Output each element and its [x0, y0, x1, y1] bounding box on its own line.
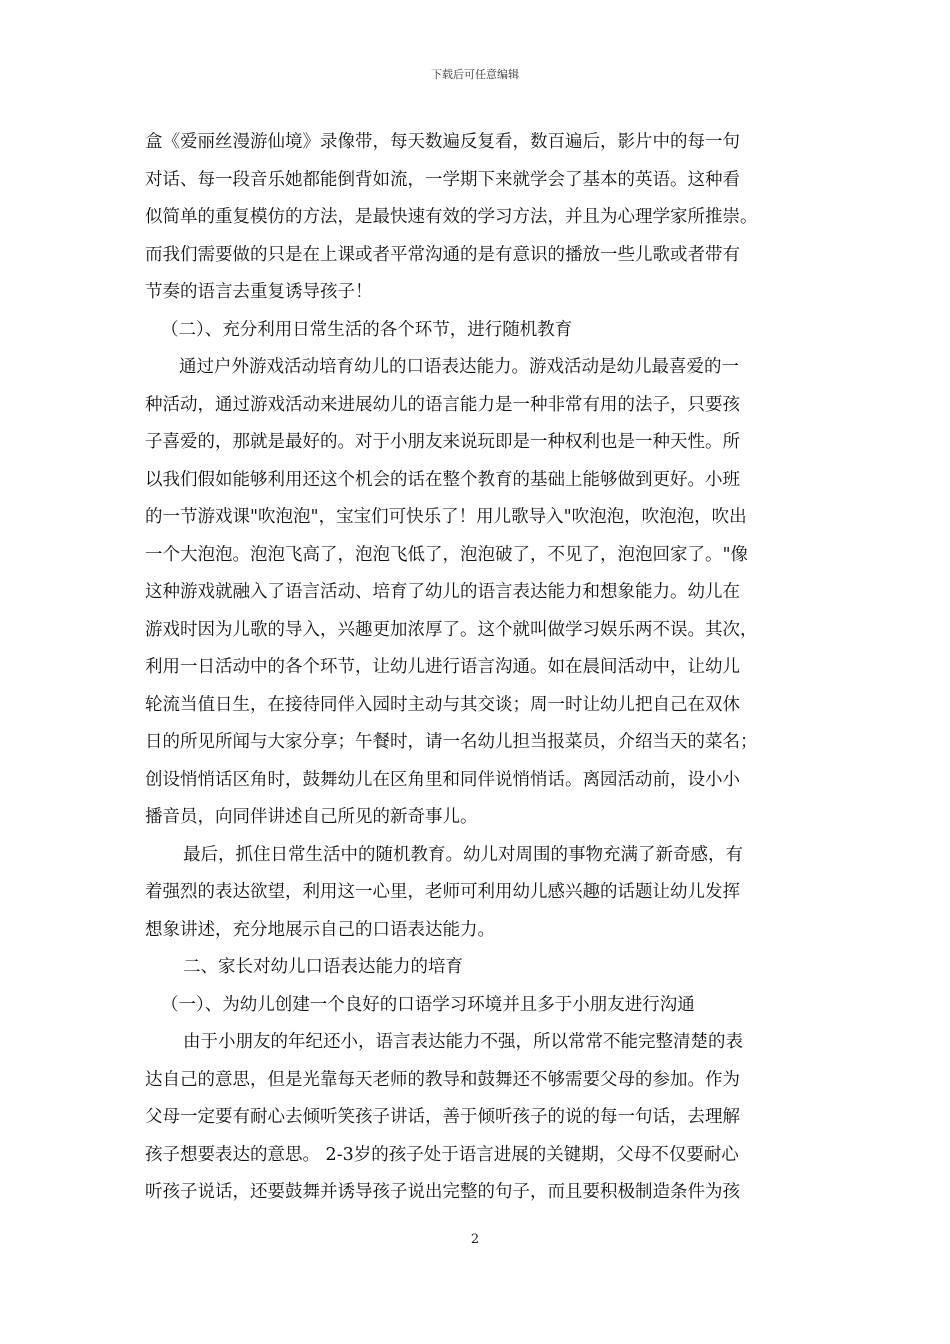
text-line: 节奏的语言去重复诱导孩子！: [145, 282, 373, 302]
text-line: 对话、每一段音乐她都能倒背如流，一学期下来就学会了基本的英语。这种看: [145, 169, 740, 190]
text-line: 轮流当值日生，在接待同伴入园时主动与其交谈；周一时让幼儿把自己在双休: [145, 694, 740, 715]
text-line: 这种游戏就融入了语言活动、培育了幼儿的语言表达能力和想象能力。幼儿在: [145, 582, 740, 602]
text-line: 种活动，通过游戏活动来进展幼儿的语言能力是一种非常有用的法子，只要孩: [145, 394, 740, 415]
text-line: 想象讲述，充分地展示自己的口语表达能力。: [145, 919, 495, 940]
text-line: 日的所见所闻与大家分享；午餐时，请一名幼儿担当报菜员，介绍当天的菜名；: [145, 732, 758, 752]
paragraph-start: 最后，抓住日常生活中的随机教育。幼儿对周围的事物充满了新奇感，有: [183, 844, 743, 865]
section-heading: （二）、充分利用日常生活的各个环节，进行随机教育: [161, 319, 573, 340]
text-line: 子喜爱的，那就是最好的。对于小朋友来说玩即是一种权利也是一种天性。所: [145, 432, 740, 452]
document-body: [145, 124, 803, 1212]
text-line: 似简单的重复模仿的方法，是最快速有效的学习方法，并且为心理学家所推崇。: [145, 207, 758, 227]
text-line: 游戏时因为儿歌的导入，兴趣更加浓厚了。这个就叫做学习娱乐两不误。其次，: [145, 619, 758, 640]
text-line: 听孩子说话，还要鼓舞并诱导孩子说出完整的句子，而且要积极制造条件为孩: [145, 1182, 740, 1202]
page-number: 2: [470, 1232, 480, 1247]
subsection-heading: （一）、为幼儿创建一个良好的口语学习环境并且多于小朋友进行沟通: [161, 994, 695, 1015]
text-line: 着强烈的表达欲望，利用这一心里，老师可利用幼儿感兴趣的话题让幼儿发挥: [145, 882, 740, 902]
page-header: 下载后可任意编辑: [431, 68, 519, 81]
text-line: 创设悄悄话区角时，鼓舞幼儿在区角里和同伴说悄悄话。离园活动前，设小小: [145, 769, 740, 790]
section-heading: 二、家长对幼儿口语表达能力的培育: [183, 957, 463, 977]
text-line: 的一节游戏课"吹泡泡"，宝宝们可快乐了！用儿歌导入"吹泡泡，吹泡泡，吹出: [145, 507, 747, 527]
text-line: 达自己的意思，但是光靠每天老师的教导和鼓舞还不够需要父母的参加。作为: [145, 1069, 740, 1090]
text-line: 播音员，向同伴讲述自己所见的新奇事儿。: [145, 807, 478, 827]
text-line: 孩子想要表达的意思。 2-3岁的孩子处于语言进展的关键期，父母不仅要耐心: [145, 1144, 739, 1165]
text-line: 一个大泡泡。泡泡飞高了，泡泡飞低了，泡泡破了，不见了，泡泡回家了。"像: [145, 544, 749, 565]
paragraph-start: 通过户外游戏活动培育幼儿的口语表达能力。游戏活动是幼儿最喜爱的一: [179, 357, 739, 377]
text-line: 利用一日活动中的各个环节，让幼儿进行语言沟通。如在晨间活动中，让幼儿: [145, 657, 740, 677]
text-line: 盒《爱丽丝漫游仙境》录像带，每天数遍反复看，数百遍后，影片中的每一句: [145, 132, 740, 152]
paragraph-start: 由于小朋友的年纪还小，语言表达能力不强，所以常常不能完整清楚的表: [183, 1032, 743, 1052]
text-line: 而我们需要做的只是在上课或者平常沟通的是有意识的播放一些儿歌或者带有: [145, 244, 740, 265]
text-line: 父母一定要有耐心去倾听笑孩子讲话，善于倾听孩子的说的每一句话，去理解: [145, 1107, 740, 1127]
text-line: 以我们假如能够利用还这个机会的话在整个教育的基础上能够做到更好。小班: [145, 469, 740, 490]
